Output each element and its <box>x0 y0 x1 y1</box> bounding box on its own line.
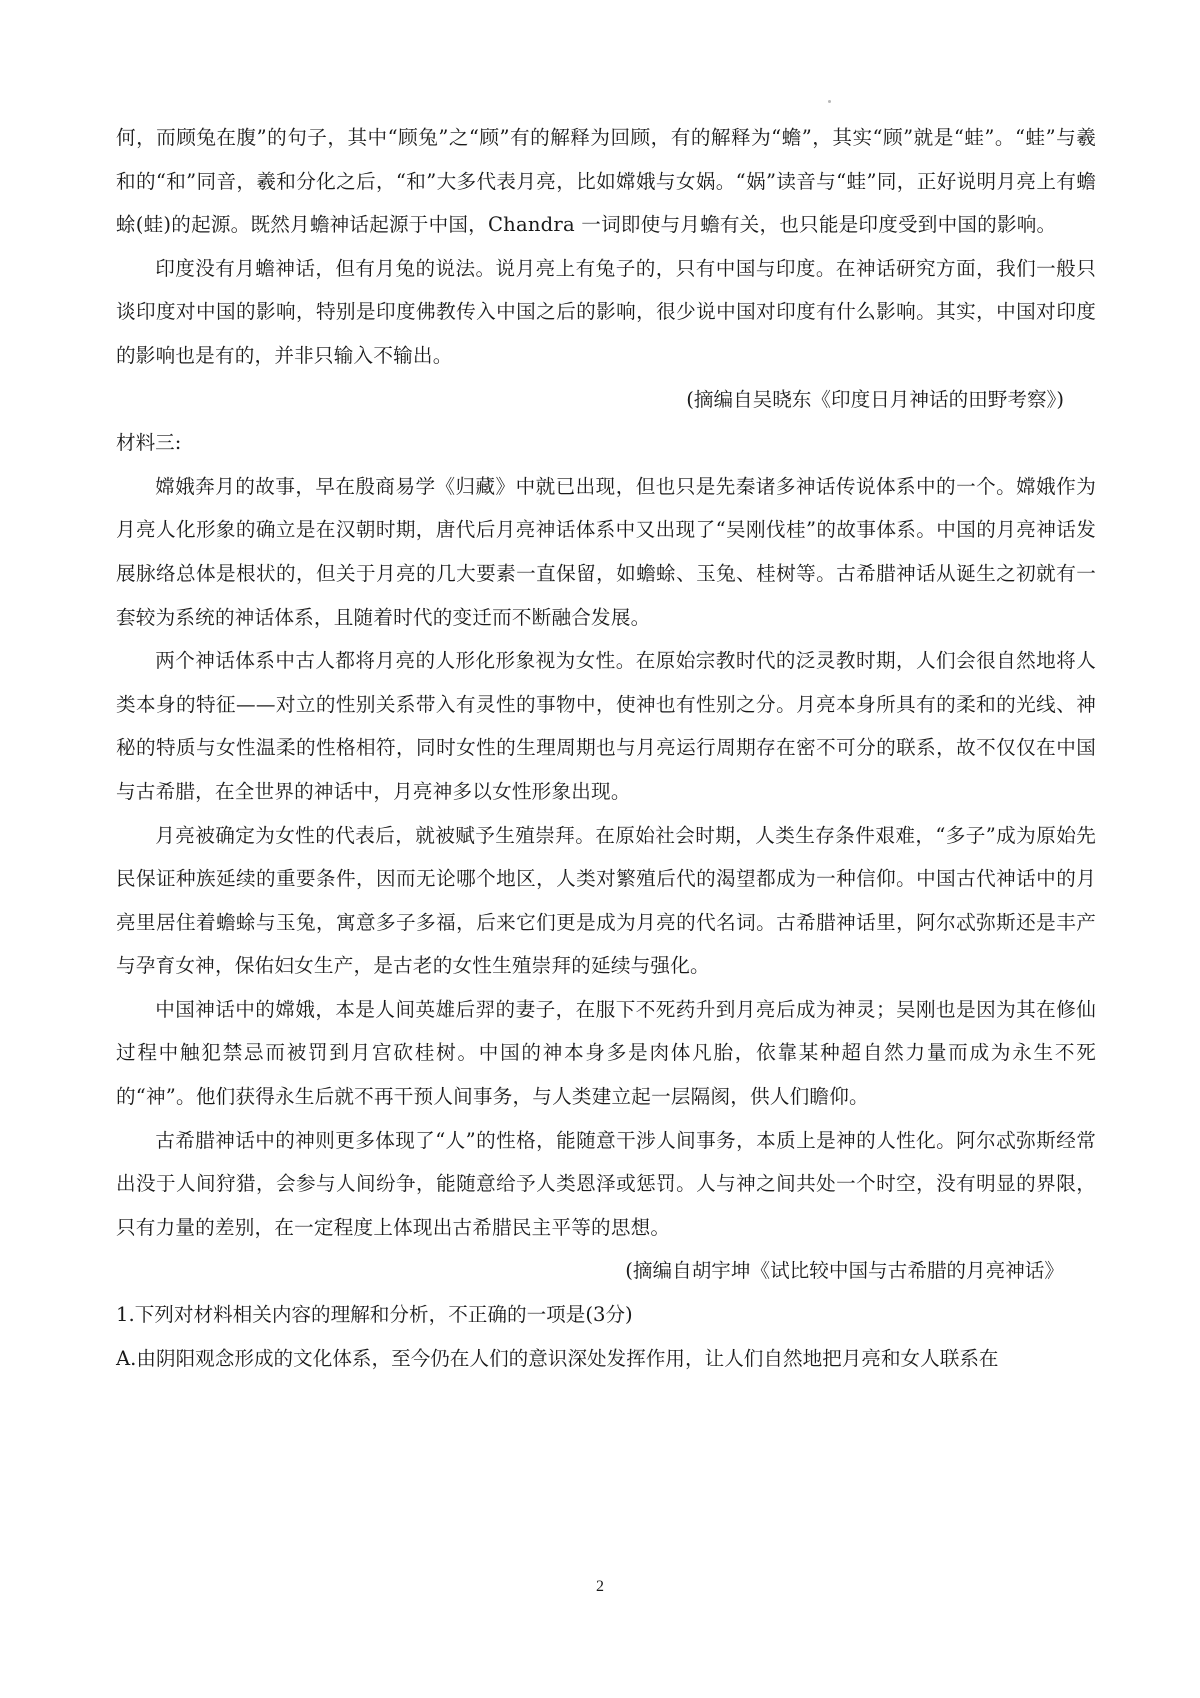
question-1-option-a: A.由阴阳观念形成的文化体系，至今仍在人们的意识深处发挥作用，让人们自然地把月亮和女人联系在 <box>116 1346 999 1370</box>
material-3-paragraph-2: 两个神话体系中古人都将月亮的人形化形象视为女性。在原始宗教时代的泛灵教时期，人们会很自然地将人类本身的特征——对立的性别关系带入有灵性的事物中，使神也有性别之分。月亮本身所具有的柔和的光线、神秘的特质与女性温柔的性格相符，同时女性的生理周期也与月亮运行周期存在密不可分的联系，故不仅仅在中国与古希腊，在全世界的神话中，月亮神多以女性形象出现。 <box>116 649 1096 803</box>
scan-speck <box>828 100 831 103</box>
question-1: 1.下列对材料相关内容的理解和分析，不正确的一项是(3分) <box>116 1303 633 1327</box>
paragraph-continuation: 何，而顾兔在腹”的句子，其中“顾兔”之“顾”有的解释为回顾，有的解释为“蟾”，其实“顾”就是“蛙”。“蛙”与羲和的“和”同音，羲和分化之后，“和”大多代表月亮，比如嫦娥与女娲。“娲”读音与“蛙”同，正好说明月亮上有蟾蜍(蛙)的起源。既然月蟾神话起源于中国，Chandra 一词即使与月蟾有关，也只能是印度受到中国的影响。 <box>116 126 1096 237</box>
material-3-paragraph-4: 中国神话中的嫦娥，本是人间英雄后羿的妻子，在服下不死药升到月亮后成为神灵；吴刚也是因为其在修仙过程中触犯禁忌而被罚到月宫砍桂树。中国的神本身多是肉体凡胎，依靠某种超自然力量而成为永生不死的“神”。他们获得永生后就不再干预人间事务，与人类建立起一层隔阂，供人们瞻仰。 <box>116 997 1096 1109</box>
document-body <box>116 116 1096 1380</box>
material-3-label: 材料三: <box>116 431 182 455</box>
page-number: 2 <box>596 1578 604 1595</box>
source-citation-2: (摘编自吴晓东《印度日月神话的田野考察》) <box>686 387 1064 411</box>
material-3-paragraph-5: 古希腊神话中的神则更多体现了“人”的性格，能随意干涉人间事务，本质上是神的人性化。阿尔忒弥斯经常出没于人间狩猎，会参与人间纷争，能随意给予人类恩泽或惩罚。人与神之间共处一个时空，没有明显的界限，只有力量的差别，在一定程度上体现出古希腊民主平等的思想。 <box>116 1128 1096 1239</box>
paragraph-india-moon-rabbit: 印度没有月蟾神话，但有月兔的说法。说月亮上有兔子的，只有中国与印度。在神话研究方面，我们一般只谈印度对中国的影响，特别是印度佛教传入中国之后的影响，很少说中国对印度有什么影响。其实，中国对印度的影响也是有的，并非只输入不输出。 <box>116 256 1096 367</box>
material-3-paragraph-3: 月亮被确定为女性的代表后，就被赋予生殖崇拜。在原始社会时期，人类生存条件艰难，“多子”成为原始先民保证种族延续的重要条件，因而无论哪个地区，人类对繁殖后代的渴望都成为一种信仰。中国古代神话中的月亮里居住着蟾蜍与玉兔，寓意多子多福，后来它们更是成为月亮的代名词。古希腊神话里，阿尔忒弥斯还是丰产与孕育女神，保佑妇女生产，是古老的女性生殖崇拜的延续与强化。 <box>116 823 1096 978</box>
material-3-paragraph-1: 嫦娥奔月的故事，早在殷商易学《归藏》中就已出现，但也只是先秦诸多神话传说体系中的一个。嫦娥作为月亮人化形象的确立是在汉朝时期，唐代后月亮神话体系中又出现了“吴刚伐桂”的故事体系。中国的月亮神话发展脉络总体是根状的，但关于月亮的几大要素一直保留，如蟾蜍、玉兔、桂树等。古希腊神话从诞生之初就有一套较为系统的神话体系，且随着时代的变迁而不断融合发展。 <box>116 474 1096 629</box>
source-citation-3: (摘编自胡宇坤《试比较中国与古希腊的月亮神话》 <box>625 1259 1064 1283</box>
